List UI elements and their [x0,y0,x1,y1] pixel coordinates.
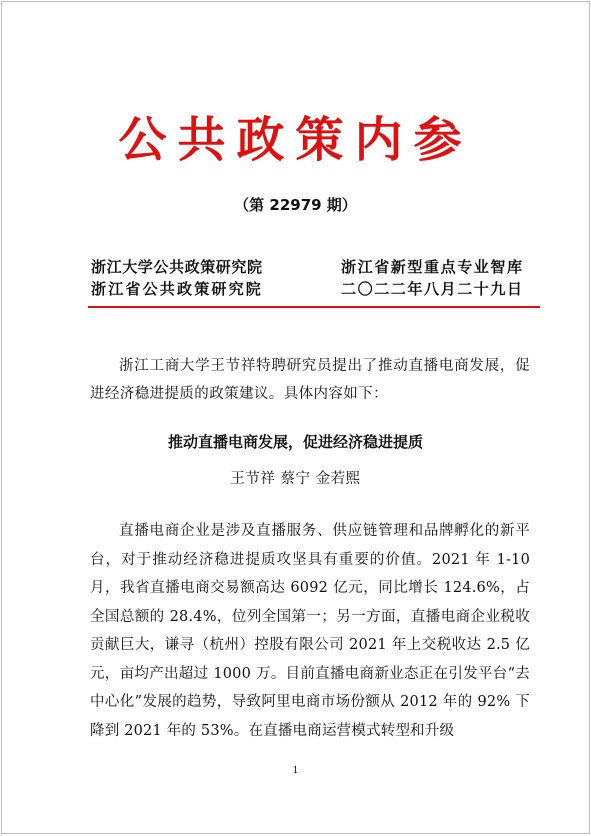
org-left-line1: 浙江大学公共政策研究院 [91,258,263,276]
masthead-title: 公共政策内参 [118,112,473,168]
intro-paragraph: 浙江工商大学王节祥特聘研究员提出了推动直播电商发展，促进经济稳进提质的政策建议。具体内容如下： [90,358,530,402]
publication-date: 二〇二二年八月二十九日 [341,280,524,298]
article-authors: 王节祥 蔡宁 金若熙 [230,471,361,487]
article-title: 推动直播电商发展，促进经济稳进提质 [167,433,423,451]
org-right-line1: 浙江省新型重点专业智库 [341,258,524,276]
page-number: 1 [292,766,299,776]
body-paragraph: 直播电商企业是涉及直播服务、供应链管理和品牌孵化的新平台，对于推动经济稳进提质攻坚具有重要的价值。2021 年 1-10 月，我省直播电商交易额高达 6092 亿元，同比增长 124.6%，占全国总额的 28.4%，位列全国第一；另一方面，直播电商企业税收贡献巨大，谦寻（杭州）控股有限公司 2021 年上交税收达 2.5 亿元，亩均产出超过 1000 万。目前直播电商新业态正在引发平台“去中心化”发展的趋势，导致阿里电商市场份额从 2012 年的 92% 下降到 2021 年的 53%。在直播电商运营模式转型和升级 [90,523,530,739]
red-divider [88,306,540,308]
org-left-line2: 浙江省公共政策研究院 [91,280,264,298]
document-page [1,1,590,834]
issue-number: （第 22979 期） [234,196,357,214]
